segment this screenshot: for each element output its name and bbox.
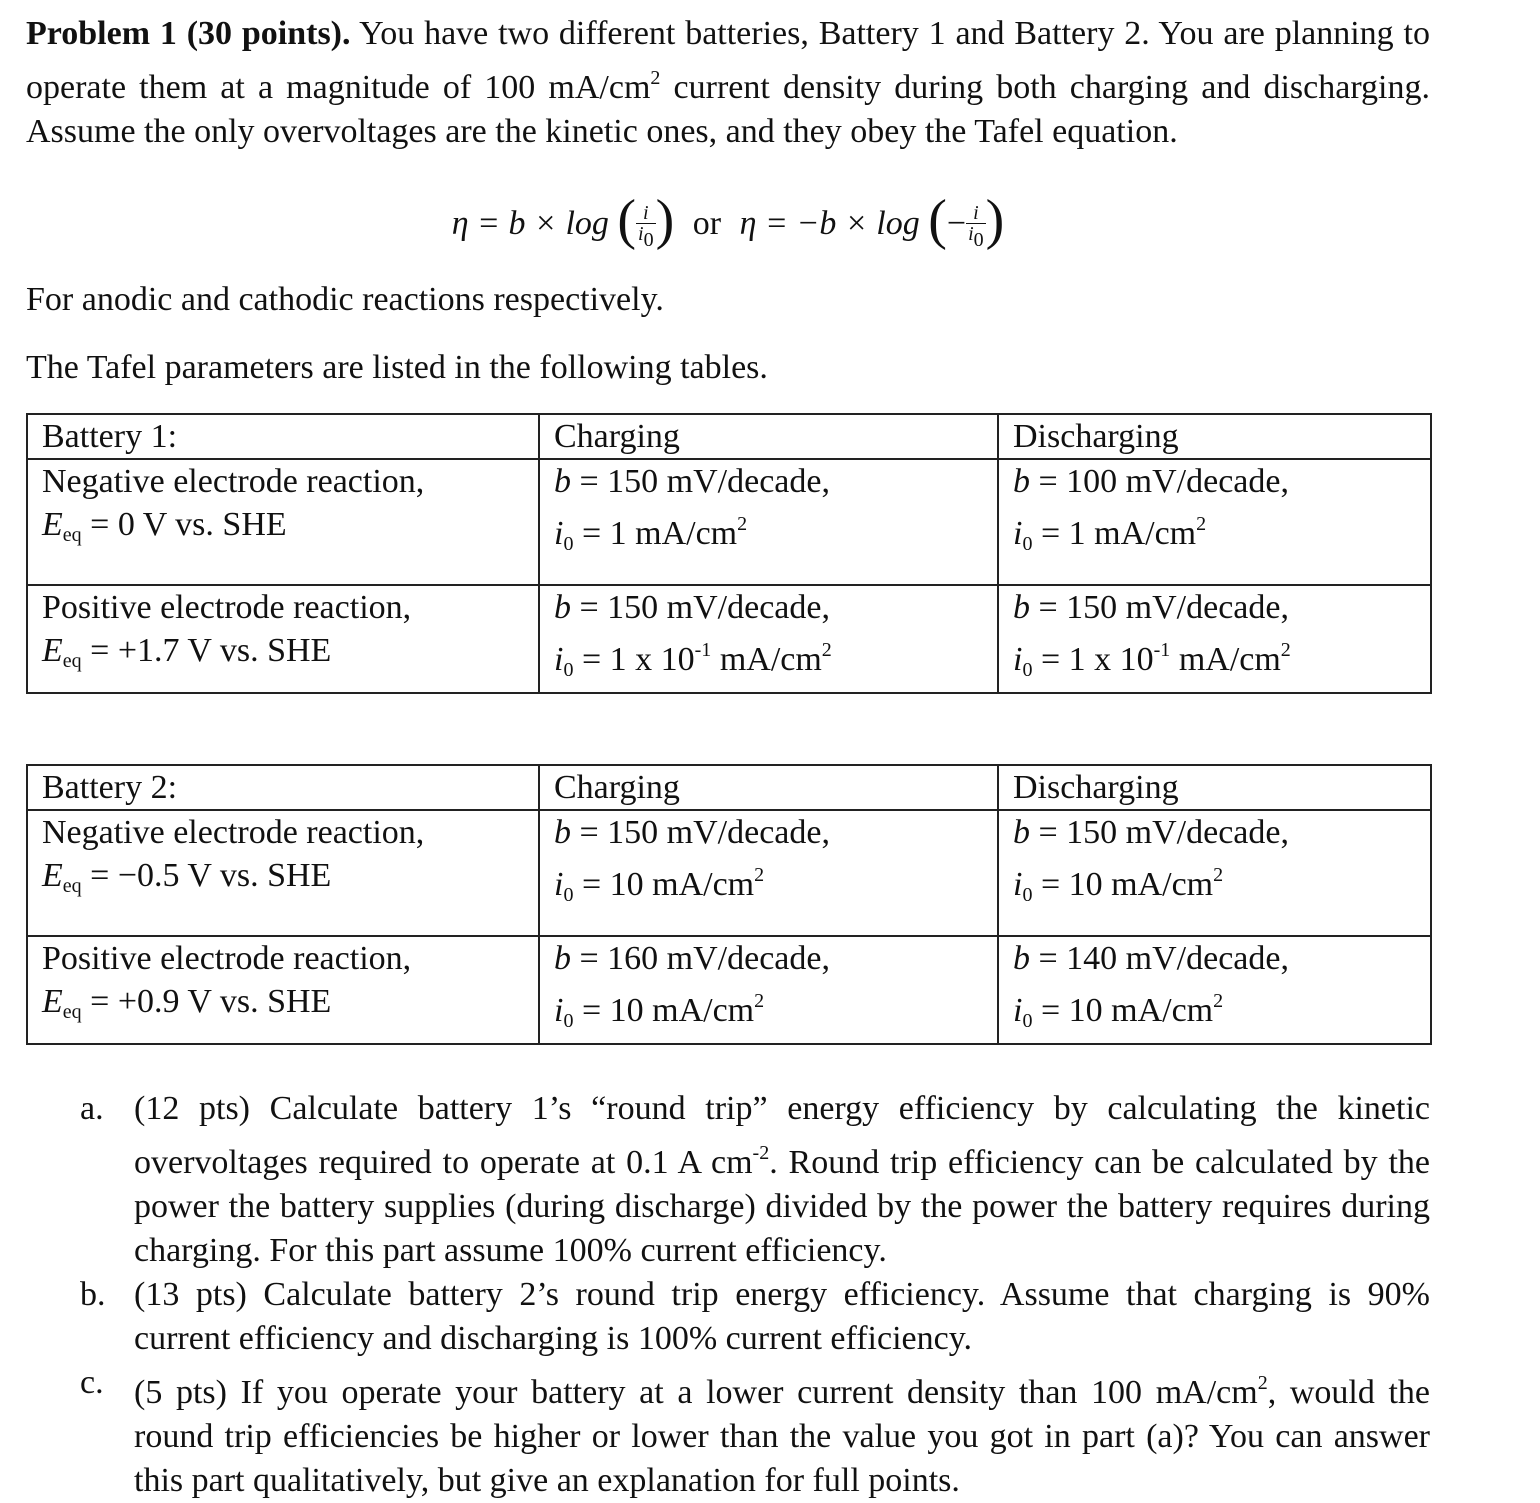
equation-anodic-lhs: η = b × log (451, 205, 609, 242)
battery2-positive-charging: b = 160 mV/decade, $i_0 = 10$ $mA/cm^2$ (539, 936, 998, 1044)
battery1-negative-charging: b = 150 mV/decade, $i_0 = 1$ $mA/cm^2$ (539, 459, 998, 585)
battery1-charging-header: Charging (539, 414, 998, 459)
problem-page (26, 12, 1430, 1503)
battery2-charging-header: Charging (539, 765, 998, 810)
problem-intro-text: You have two different batteries, Battery 1 and Battery 2. You are planning to operate them at a magnitude of 100 mA/cm (26, 15, 1430, 106)
battery1-label: Battery 1: (27, 414, 539, 459)
question-part-c: c. (5 pts) If you operate your battery at a lower current density than 100 $mA/cm^2$, would the round trip efficiencies be higher or lower than the value you got in part (a)? You can answer this part qualitatively, but give an explanation for full points. (80, 1361, 1430, 1503)
part-b-marker: b. (80, 1276, 106, 1313)
problem-intro-end: current density during both charging and discharging. Assume the only overvoltages are the kinetic ones, and they obey the Tafel equation. (26, 69, 1430, 150)
battery2-negative-discharging: b = 150 mV/decade, $i_0 = 10$ $mA/cm^2$ (998, 810, 1431, 936)
equation-fraction-1: $\frac{i}{i0}$ (638, 201, 654, 251)
battery1-negative-electrode: Negative electrode reaction, $E_{eq} = 0$ V vs. SHE (27, 459, 539, 585)
question-part-b: b. (13 pts) Calculate battery 2’s round trip energy efficiency. Assume that charging is 90% current efficiency and discharging is 100% current efficiency. (80, 1273, 1430, 1361)
battery1-positive-charging: b = 150 mV/decade, $i_0 = 1$ x $10^{-1}$ $mA/cm^2$ (539, 585, 998, 693)
part-c-marker: c. (80, 1364, 104, 1401)
equation-cathodic-lhs: η = −b × log (739, 205, 920, 242)
equation-or: or (692, 205, 722, 242)
tables-intro: The Tafel parameters are listed in the following tables. (26, 349, 768, 386)
question-part-a: a. (12 pts) Calculate battery 1’s “round trip” energy efficiency by calculating the kinetic overvoltages required to operate at 0.1 A $cm^{-2}$. Round trip efficiency can be calculated by the power the battery supplies (during discharge) divided by the power the battery requires during charging. For this part assume 100% current efficiency. (80, 1087, 1430, 1273)
battery2-negative-charging: b = 150 mV/decade, $i_0 = 10$ $mA/cm^2$ (539, 810, 998, 936)
battery1-positive-discharging: b = 150 mV/decade, $i_0 = 1$ x $10^{-1}$ $mA/cm^2$ (998, 585, 1431, 693)
battery2-table (26, 764, 1432, 1045)
battery1-table (26, 413, 1432, 694)
battery2-positive-electrode: Positive electrode reaction, $E_{eq} = +0.9$ V vs. SHE (27, 936, 539, 1044)
anodic-cathodic-note: For anodic and cathodic reactions respectively. (26, 281, 664, 318)
battery2-label: Battery 2: (27, 765, 539, 810)
part-a-marker: a. (80, 1090, 104, 1127)
question-parts (80, 1087, 1430, 1503)
battery1-discharging-header: Discharging (998, 414, 1431, 459)
problem-title: Problem 1 (30 points). (26, 15, 351, 52)
problem-intro (26, 12, 1430, 154)
battery2-positive-discharging: b = 140 mV/decade, $i_0 = 10$ $mA/cm^2$ (998, 936, 1431, 1044)
intro-superscript: 2 (650, 67, 661, 89)
equation-fraction-2: $\frac{i}{i0}$ (968, 201, 984, 251)
battery1-positive-electrode: Positive electrode reaction, $E_{eq} = +1.7$ V vs. SHE (27, 585, 539, 693)
battery2-discharging-header: Discharging (998, 765, 1431, 810)
battery1-negative-discharging: b = 100 mV/decade, $i_0 = 1$ $mA/cm^2$ (998, 459, 1431, 585)
tafel-equation: η = b × log ( $\frac{i}{i0}$ ) or η = −b × log (− $\frac{i}{i0}$ ) (451, 189, 1005, 251)
battery2-negative-electrode: Negative electrode reaction, $E_{eq} = -0.5$ V vs. SHE (27, 810, 539, 936)
